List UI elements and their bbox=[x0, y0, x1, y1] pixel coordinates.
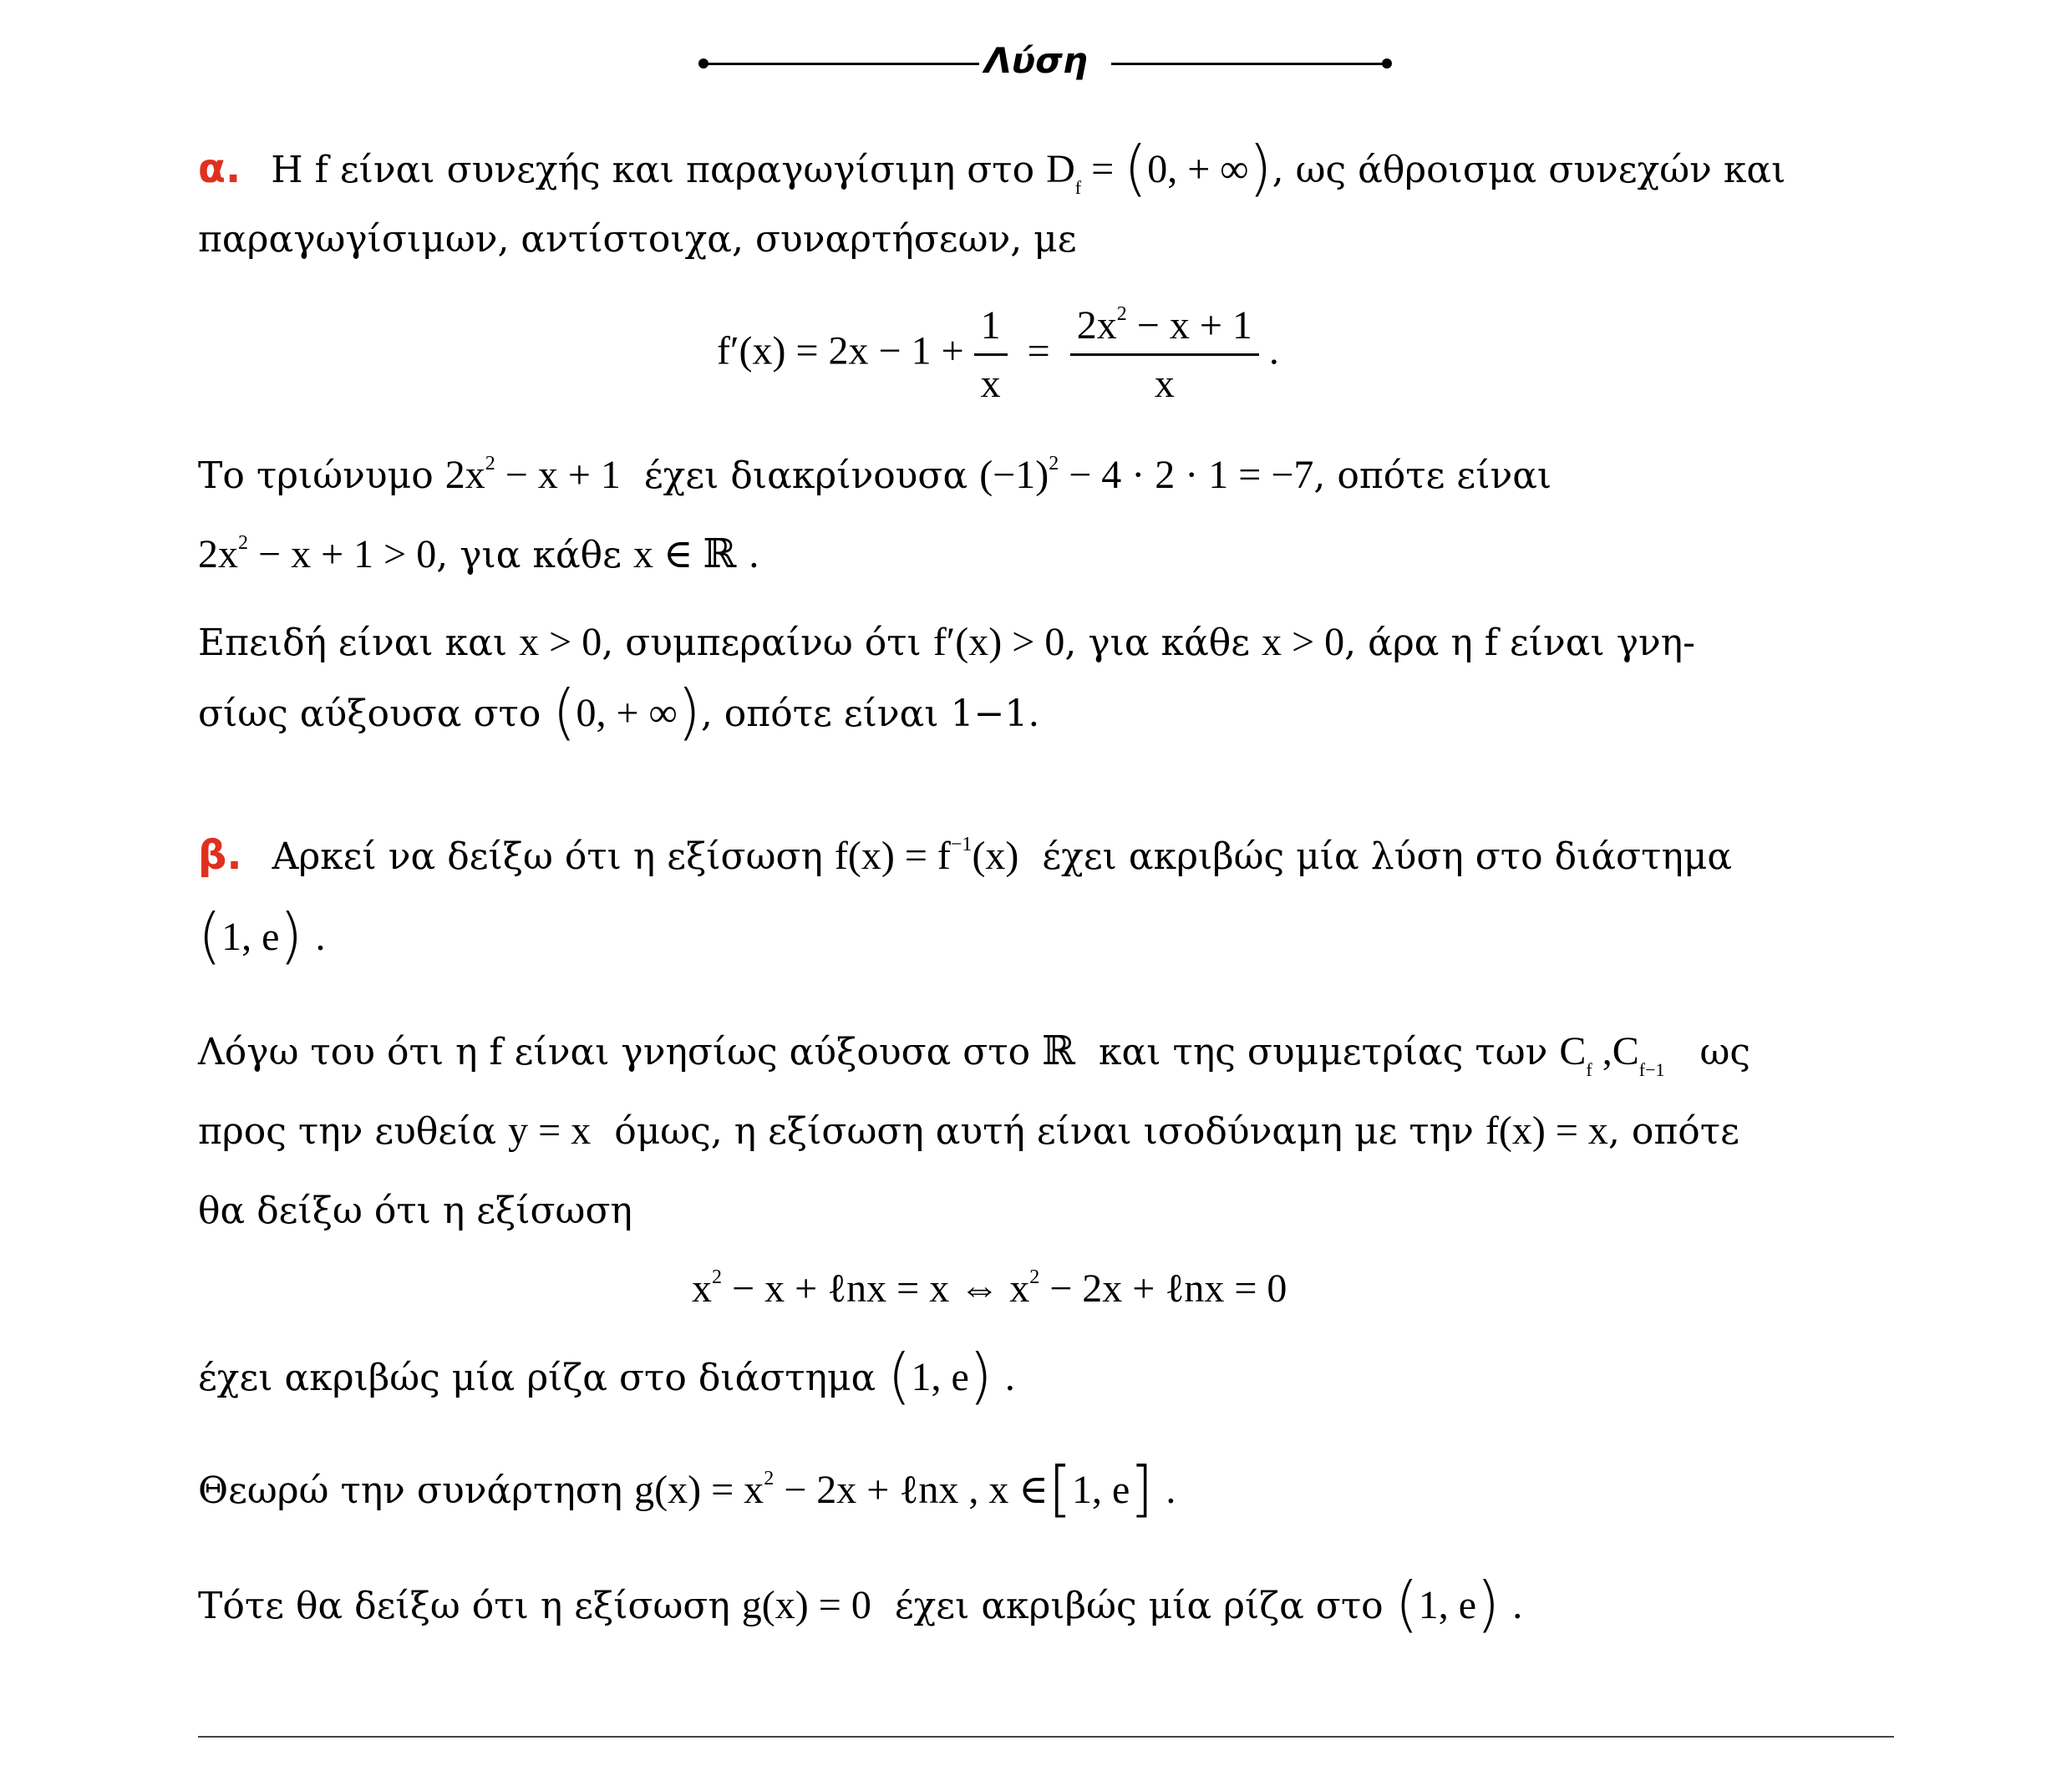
part-a-line-1: α. Η f είναι συνεχής και παραγωγίσιμη στο $D_f = (0$, + ∞), ως άθροισμα συνεχών και bbox=[198, 133, 1786, 203]
header-right-dot bbox=[1382, 58, 1392, 69]
section-header bbox=[0, 40, 2072, 90]
part-b-line-2: (1, e) . bbox=[198, 901, 327, 971]
derivative-formula: f′(x) = 2x − 1 + $\frac{1}{x}$ = $\frac{2x^2 - x + 1}{x}$ . bbox=[717, 303, 1279, 406]
header-right-rule bbox=[1111, 63, 1387, 65]
part-b-line-6: έχει ακριβώς μία ρίζα στο διάστημα (1, e) . bbox=[198, 1341, 1016, 1411]
part-b-line-8: Τότε θα δείξω ότι η εξίσωση g(x) = 0 έχει ακριβώς μία ρίζα στο (1, e) . bbox=[198, 1569, 1524, 1639]
header-title: Λύση bbox=[984, 40, 1088, 81]
part-b-line-4: προς την ευθεία y = x όμως, η εξίσωση αυτή είναι ισοδύναμη με την f(x) = x, οπότε bbox=[198, 1109, 1739, 1153]
part-b-line-3: Λόγω του ότι η f είναι γνησίως αύξουσα στο ℝ και της συμμετρίας των $C_f$ $,C_{f-1}$ ως bbox=[198, 1029, 1750, 1080]
part-b-line-7: Θεωρώ την συνάρτηση $g(x) = x^2 - 2x$ + ℓnx , x ∈[1, e] . bbox=[198, 1454, 1177, 1524]
fraction-trinomial-over-x: $\frac{2x^2 - x + 1}{x}$ bbox=[1070, 302, 1259, 407]
equivalent-equation: $x^2 - x$ + ℓnx = x ⇔ $x^2 - 2x$ + ℓnx = 0 bbox=[692, 1266, 1287, 1311]
part-b-label: β. bbox=[198, 832, 242, 879]
part-a-label: α. bbox=[198, 145, 241, 192]
part-a-line-3: Το τριώνυμο $2x^2 - x + 1$ έχει διακρίνουσα $(-1)^2 - 4 \cdot 2 \cdot 1 = -7$, οπότε είναι bbox=[198, 453, 1552, 497]
footer-rule bbox=[198, 1736, 1894, 1738]
part-a-line-6: σίως αύξουσα στο (0, + ∞), οπότε είναι 1−1. bbox=[198, 677, 1040, 747]
part-a-line-5: Επειδή είναι και x > 0, συμπεραίνω ότι f′(x) > 0, για κάθε x > 0, άρα η f είναι γνη- bbox=[198, 620, 1696, 664]
fraction-1-over-x: $\frac{1}{x}$ bbox=[974, 302, 1008, 407]
part-a-line-2: παραγωγίσιμων, αντίστοιχα, συναρτήσεων, με bbox=[198, 218, 1077, 261]
part-a-line-4: $2x^2 - x + 1 > 0$, για κάθε x ∈ ℝ . bbox=[198, 532, 760, 576]
part-b-line-1: β. Αρκεί να δείξω ότι η εξίσωση $f(x) = f^{-1}(x)$ έχει ακριβώς μία λύση στο διάστημα bbox=[198, 832, 1733, 879]
part-b-line-5: θα δείξω ότι η εξίσωση bbox=[198, 1190, 632, 1232]
header-left-rule bbox=[703, 63, 979, 65]
